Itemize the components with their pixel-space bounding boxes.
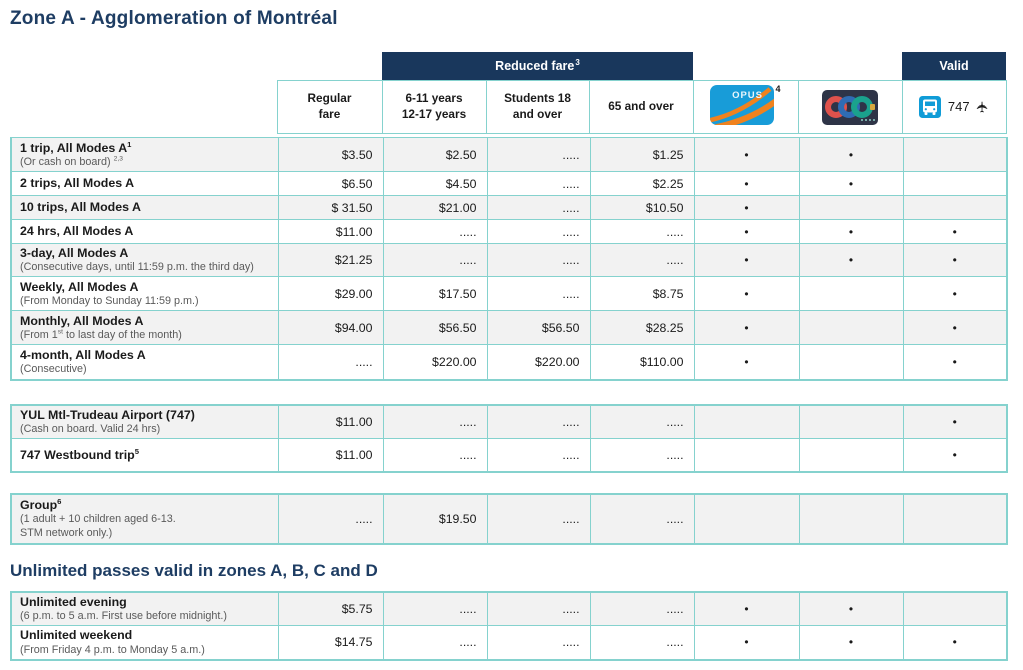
fare-row-label: 10 trips, All Modes A [11, 196, 278, 220]
fare-row-label: Group$^6$ (1 adult + 10 children aged 6-13. STM network only.) [11, 494, 278, 544]
opus-footnote: 4 [775, 83, 781, 94]
fare-cell-senior: ..... [590, 592, 694, 626]
fare-cell-students: ..... [487, 626, 590, 660]
opus-card-label: OPUS [732, 89, 764, 101]
reduced-fare-band: Reduced fare $^3$ [382, 52, 693, 80]
fare-cell-regular: $5.75 [278, 592, 383, 626]
opus-availability-cell: • [694, 626, 799, 660]
table-row-yul-airport [11, 405, 1007, 439]
fare-row-label: YUL Mtl-Trudeau Airport (747) (Cash on board. Valid 24 hrs) [11, 405, 278, 439]
fare-cell-senior: $2.25 [590, 172, 694, 196]
fare-cell-students: ..... [487, 138, 590, 172]
fare-row-label: 3-day, All Modes A (Consecutive days, until 11:59 p.m. the third day) [11, 244, 278, 277]
fare-row-label: Monthly, All Modes A (From 1st to last day of the month) [11, 311, 278, 345]
unlimited-table-block [10, 591, 1006, 661]
fare-cell-senior: $8.75 [590, 277, 694, 311]
col-header-747-valid [902, 81, 1006, 134]
fare-cell-senior: $10.50 [590, 196, 694, 220]
valid-747-cell: • [903, 244, 1007, 277]
opus-availability-cell [694, 405, 799, 439]
regular-fare-line2: fare [318, 107, 341, 121]
fare-cell-youth: ..... [383, 439, 487, 472]
fare-cell-students: ..... [487, 277, 590, 311]
fare-cell-students: ..... [487, 405, 590, 439]
group-fare-table [10, 493, 1008, 545]
bankcard-availability-cell: • [799, 626, 903, 660]
fare-page [0, 8, 1023, 670]
fare-cell-regular: $94.00 [278, 311, 383, 345]
fare-cell-students: ..... [487, 244, 590, 277]
band-spacer-mid [693, 52, 902, 80]
table-row-1-trip [11, 138, 1007, 172]
students-line2: and over [512, 107, 563, 121]
table-row-3-day [11, 244, 1007, 277]
valid-747-cell [903, 172, 1007, 196]
fare-cell-senior: ..... [590, 626, 694, 660]
opus-card-icon [710, 85, 774, 125]
fare-cell-students: ..... [487, 196, 590, 220]
fare-cell-students: $56.50 [487, 311, 590, 345]
valid-747-cell: • [903, 277, 1007, 311]
bankcard-availability-cell [799, 494, 903, 544]
col-header-6-17-years [382, 81, 486, 134]
bankcard-availability-cell [799, 439, 903, 472]
header-band-row [10, 52, 1006, 80]
fare-cell-senior: $28.25 [590, 311, 694, 345]
fare-row-label: Unlimited weekend (From Friday 4 p.m. to Monday 5 a.m.) [11, 626, 278, 660]
bankcard-availability-cell: • [799, 220, 903, 244]
fare-cell-regular: ..... [278, 494, 383, 544]
main-fare-table-block [10, 52, 1006, 545]
fare-row-label: 4-month, All Modes A (Consecutive) [11, 345, 278, 380]
fare-cell-youth: $2.50 [383, 138, 487, 172]
reduced-fare-label: Reduced fare [495, 59, 575, 73]
fare-row-label: 24 hrs, All Modes A [11, 220, 278, 244]
bankcard-availability-cell: • [799, 172, 903, 196]
valid-747-cell: • [903, 439, 1007, 472]
col-header-bank-card [798, 81, 902, 134]
table-row-unlimited-weekend [11, 626, 1007, 660]
fare-cell-youth: ..... [383, 405, 487, 439]
students-line1: Students 18 [504, 91, 571, 106]
table-row-747-westbound [11, 439, 1007, 472]
fare-cell-regular: $21.25 [278, 244, 383, 277]
airport-fare-table [10, 404, 1008, 473]
table-row-10-trips [11, 196, 1007, 220]
column-header-table [10, 80, 1007, 134]
fare-cell-regular: $6.50 [278, 172, 383, 196]
fare-cell-youth: $21.00 [383, 196, 487, 220]
valid-747-cell: • [903, 311, 1007, 345]
fare-cell-students: ..... [487, 439, 590, 472]
fare-cell-senior: ..... [590, 405, 694, 439]
fare-cell-senior: ..... [590, 494, 694, 544]
opus-availability-cell [694, 494, 799, 544]
fare-cell-regular: $11.00 [278, 405, 383, 439]
valid-747-cell [903, 494, 1007, 544]
bus-icon [919, 96, 941, 118]
bankcard-availability-cell [799, 311, 903, 345]
fare-cell-youth: ..... [383, 626, 487, 660]
fare-cell-youth: ..... [383, 244, 487, 277]
fare-cell-senior: $110.00 [590, 345, 694, 380]
opus-availability-cell: • [694, 311, 799, 345]
fare-cell-students: ..... [487, 494, 590, 544]
valid-label: Valid [939, 59, 969, 73]
valid-band [902, 52, 1006, 80]
age-line2: 12-17 years [401, 107, 467, 121]
unlimited-fare-table [10, 591, 1008, 661]
page-title: Zone A - Agglomeration of Montréal [10, 8, 338, 29]
table-row-weekly [11, 277, 1007, 311]
opus-availability-cell: • [694, 277, 799, 311]
column-header-row [10, 81, 1006, 134]
fare-cell-youth: $220.00 [383, 345, 487, 380]
bankcard-availability-cell [799, 405, 903, 439]
fare-cell-students: $220.00 [487, 345, 590, 380]
fare-cell-regular: $11.00 [278, 220, 383, 244]
fare-cell-regular: ..... [278, 345, 383, 380]
bankcard-availability-cell [799, 196, 903, 220]
opus-availability-cell: • [694, 172, 799, 196]
col-header-regular-fare [277, 81, 382, 134]
fare-cell-youth: ..... [383, 592, 487, 626]
fare-cell-senior: $1.25 [590, 138, 694, 172]
valid-747-cell: • [903, 220, 1007, 244]
col-header-opus-card [693, 81, 798, 134]
valid-747-cell [903, 592, 1007, 626]
fare-cell-students: ..... [487, 172, 590, 196]
bankcard-availability-cell: • [799, 138, 903, 172]
regular-fare-line1: Regular [307, 91, 352, 106]
route-747-label: 747 [947, 99, 970, 115]
unlimited-section-title: Unlimited passes valid in zones A, B, C and D [10, 560, 378, 580]
bankcard-availability-cell: • [799, 244, 903, 277]
fare-row-label: 2 trips, All Modes A [11, 172, 278, 196]
fare-cell-regular: $ 31.50 [278, 196, 383, 220]
fare-cell-regular: $3.50 [278, 138, 383, 172]
opus-availability-cell: • [694, 592, 799, 626]
table-row-group [11, 494, 1007, 544]
opus-availability-cell: • [694, 345, 799, 380]
table-row-4-month [11, 345, 1007, 380]
fare-cell-students: ..... [487, 592, 590, 626]
fare-cell-senior: ..... [590, 244, 694, 277]
valid-747-cell [903, 196, 1007, 220]
main-fare-table [10, 137, 1008, 381]
valid-747-cell: • [903, 626, 1007, 660]
valid-747-cell: • [903, 405, 1007, 439]
age-line1: 6-11 years [405, 91, 463, 106]
fare-cell-youth: ..... [383, 220, 487, 244]
fare-cell-youth: $19.50 [383, 494, 487, 544]
header-spacer-cell [10, 81, 277, 134]
table-row-unlimited-evening [11, 592, 1007, 626]
fare-cell-regular: $14.75 [278, 626, 383, 660]
table-row-24-hrs [11, 220, 1007, 244]
opus-availability-cell: • [694, 138, 799, 172]
opus-availability-cell: • [694, 196, 799, 220]
table-row-2-trips [11, 172, 1007, 196]
opus-availability-cell [694, 439, 799, 472]
fare-cell-senior: ..... [590, 439, 694, 472]
col-header-students [486, 81, 589, 134]
fare-row-label: Unlimited evening (6 p.m. to 5 a.m. First use before midnight.) [11, 592, 278, 626]
opus-availability-cell: • [694, 244, 799, 277]
plane-icon: ✈ [973, 100, 991, 114]
col-header-65-and-over [589, 81, 693, 134]
senior-label: 65 and over [608, 99, 674, 114]
fare-cell-regular: $29.00 [278, 277, 383, 311]
table-row-monthly [11, 311, 1007, 345]
fare-row-label: 747 Westbound trip$^5$ [11, 439, 278, 472]
fare-row-label: 1 trip, All Modes $A^1$ (Or cash on board) $^{2,3}$ [11, 138, 278, 172]
opus-availability-cell: • [694, 220, 799, 244]
fare-cell-youth: $4.50 [383, 172, 487, 196]
fare-cell-youth: $17.50 [383, 277, 487, 311]
band-spacer-left [10, 52, 382, 80]
fare-cell-youth: $56.50 [383, 311, 487, 345]
bank-card-icon [822, 90, 878, 125]
bankcard-availability-cell: • [799, 592, 903, 626]
bankcard-availability-cell [799, 277, 903, 311]
valid-747-cell [903, 138, 1007, 172]
valid-747-cell: • [903, 345, 1007, 380]
fare-cell-senior: ..... [590, 220, 694, 244]
fare-cell-regular: $11.00 [278, 439, 383, 472]
bankcard-availability-cell [799, 345, 903, 380]
fare-row-label: Weekly, All Modes A (From Monday to Sunday 11:59 p.m.) [11, 277, 278, 311]
fare-cell-students: ..... [487, 220, 590, 244]
